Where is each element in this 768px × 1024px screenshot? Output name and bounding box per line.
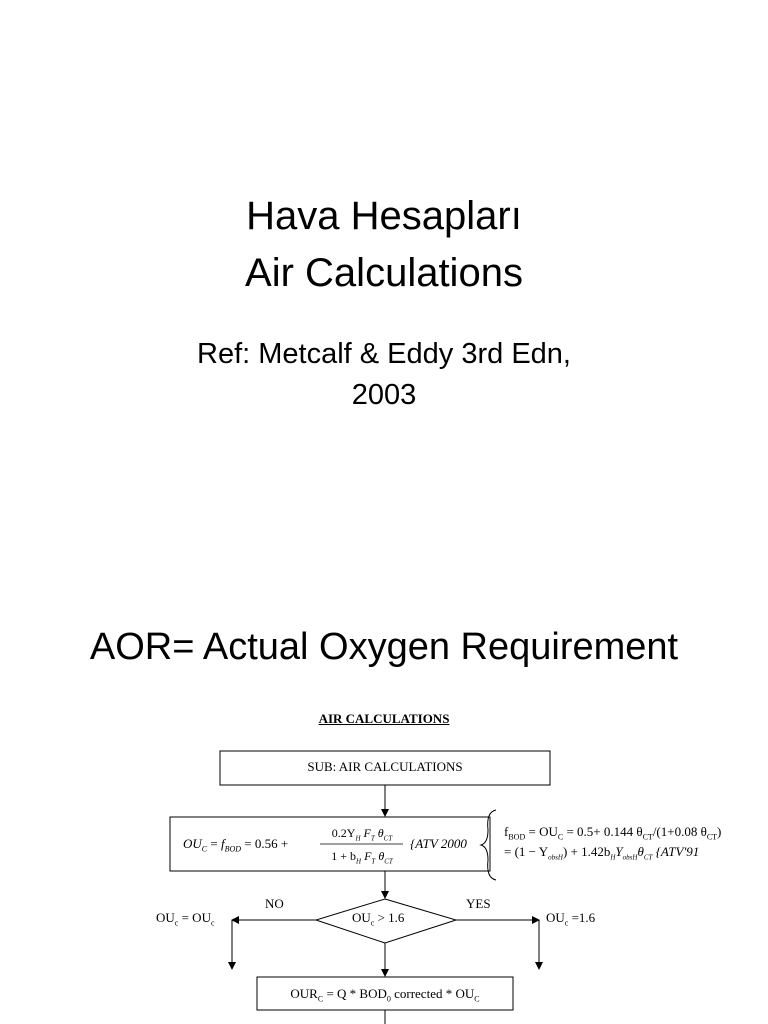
side-l2-sub: obsH [548, 853, 563, 862]
left-ou: OU [156, 910, 175, 925]
side-fbod: f [504, 824, 509, 839]
right-ou: OU [546, 910, 565, 925]
atv2000-ref: {ATV 2000 [410, 836, 467, 851]
side-l2-mid: ) + 1.42b [562, 844, 611, 859]
side-equation-line-1 [504, 825, 721, 842]
side-l2-ref: {ATV'91 [655, 844, 700, 859]
ouc-const: = 0.56 + [244, 836, 289, 851]
side-fbod-sub: BOD [508, 832, 526, 842]
side-l2-start: = (1 − Y [504, 844, 549, 859]
ouc-numerator: $0.2Y_H$ $F_T$ $\theta_{CT}$ [331, 826, 393, 843]
arrow-2-head [381, 891, 389, 899]
side-close: ) [717, 824, 722, 839]
side-l2-y: Y [615, 844, 623, 859]
numerator-theta: θ [377, 826, 384, 840]
our-mid: = Q * BOD [326, 986, 387, 1001]
right-down-head [535, 962, 543, 970]
side-l2-theta-sub: CT [643, 853, 653, 862]
side-equation-line-2 [504, 845, 699, 862]
decision-threshold: > 1.6 [377, 910, 405, 925]
our-box-label [257, 987, 513, 1004]
our-symbol: OUR [290, 986, 318, 1001]
side-l2-theta: θ [637, 844, 644, 859]
decision-label [352, 911, 404, 928]
ouc-denominator: $1 + b_H$ $F_T$ $\theta_{CT}$ [331, 849, 393, 866]
no-label: NO [265, 896, 284, 911]
right-eq: =1.6 [571, 910, 596, 925]
side-tail: = 0.5+ 0.144 θ [566, 824, 643, 839]
our-tail-sub: C [474, 994, 480, 1004]
ouc-sub: C [201, 844, 208, 854]
side-ouc-sub: C [557, 832, 564, 842]
our-mid-sub: 0 [386, 994, 391, 1004]
sub-box-label: SUB: AIR CALCULATIONS [307, 759, 463, 774]
numerator-coef: 0.2Y [331, 826, 356, 840]
side-tail2: /(1+0.08 θ [652, 824, 707, 839]
right-ou-sub: c [564, 918, 569, 928]
flowchart-title: AIR CALCULATIONS [318, 711, 450, 726]
ouc-ref [410, 837, 467, 850]
left-ou-sub: c [174, 918, 179, 928]
denominator-f: F [364, 849, 372, 863]
side-brace [481, 810, 496, 880]
side-l2-y-sub: obsH [622, 853, 638, 862]
arrow-3-head [381, 969, 389, 977]
ouc-equation-lhs [183, 837, 288, 854]
branch-right-head [532, 916, 540, 924]
title-turkish: Hava Hesapları [246, 194, 522, 238]
left-assignment [156, 911, 215, 928]
branch-left-head [231, 916, 239, 924]
side-tail-sub: CT [642, 832, 653, 842]
our-tail: corrected * OU [394, 986, 475, 1001]
fbod-sub: BOD [224, 844, 242, 854]
denominator-theta: θ [378, 849, 385, 863]
side-ouc: = OU [528, 824, 558, 839]
fbod-symbol: f [220, 836, 225, 851]
left-down-head [228, 962, 236, 970]
decision-ou-sub: c [370, 918, 375, 928]
denominator-coef: 1 + b [331, 849, 356, 863]
right-assignment [546, 911, 595, 928]
ouc-eq-sign: = [210, 836, 218, 851]
aor-heading: AOR= Actual Oxygen Requirement [89, 626, 679, 668]
left-eq: = OU [181, 910, 211, 925]
numerator-f: F [363, 826, 371, 840]
reference-line-2: 2003 [351, 379, 417, 411]
title-english: Air Calculations [245, 251, 523, 295]
decision-ou: OU [352, 910, 371, 925]
side-l2-mid-sub: H [610, 853, 616, 862]
ouc-symbol: OU [183, 836, 202, 851]
arrow-1-head [381, 809, 389, 817]
our-sub: C [317, 994, 324, 1004]
yes-label: YES [466, 896, 491, 911]
left-eq-sub: c [210, 918, 215, 928]
side-tail2-sub: CT [706, 832, 718, 842]
reference-line-1: Ref: Metcalf & Eddy 3rd Edn, [197, 338, 571, 370]
